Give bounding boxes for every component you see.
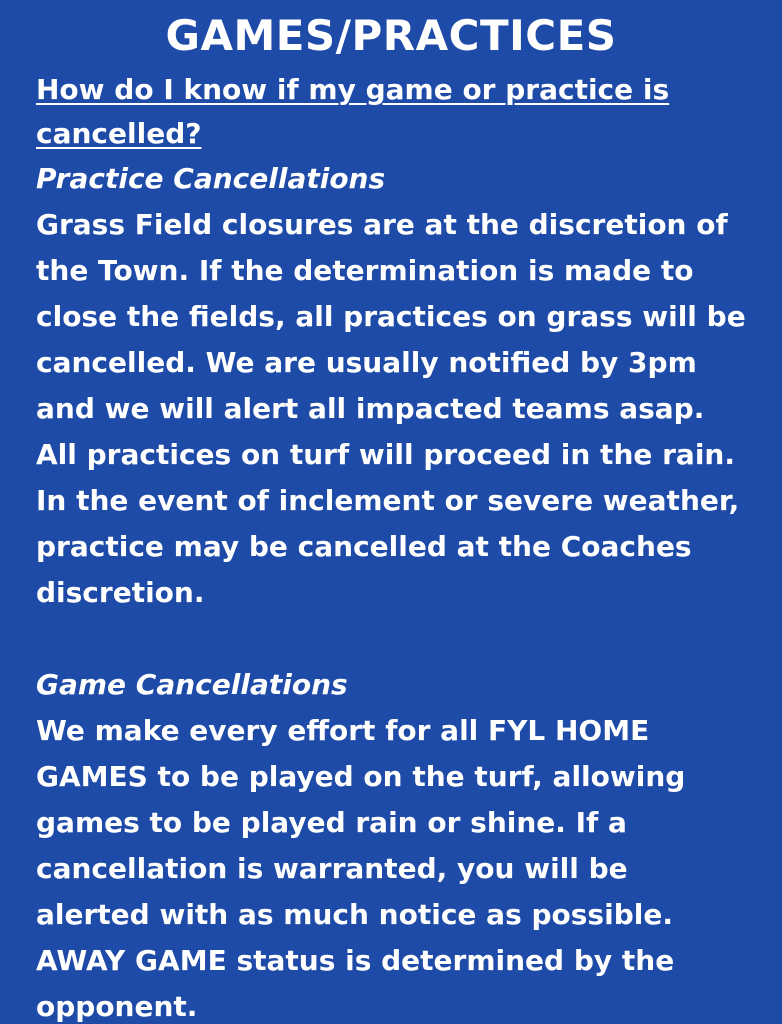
- game-cancellations-text: We make every effort for all FYL HOME GAMES to be played on the turf, allowing games to be played rain or shine. If a cancellation is warranted, you will be alerted with as much notice as possible. AWAY GAME status is determined by the opponent.: [36, 714, 686, 1023]
- page-title: GAMES/PRACTICES: [165, 11, 617, 60]
- practice-cancellations-heading: Practice Cancellations: [36, 162, 386, 195]
- section-spacer: [36, 616, 746, 662]
- game-cancellations-heading: Game Cancellations: [36, 668, 348, 701]
- faq-question: How do I know if my game or practice is cancelled?: [36, 73, 670, 150]
- practice-cancellations-text: Grass Field closures are at the discretion of the Town. If the determination is made to close the fields, all practices on grass will be cancelled. We are usually notified by 3pm and we will alert all impacted teams asap. All practices on turf will proceed in the rain. In the event of inclement or severe weather, practice may be cancelled at the Coaches discretion.: [36, 208, 746, 609]
